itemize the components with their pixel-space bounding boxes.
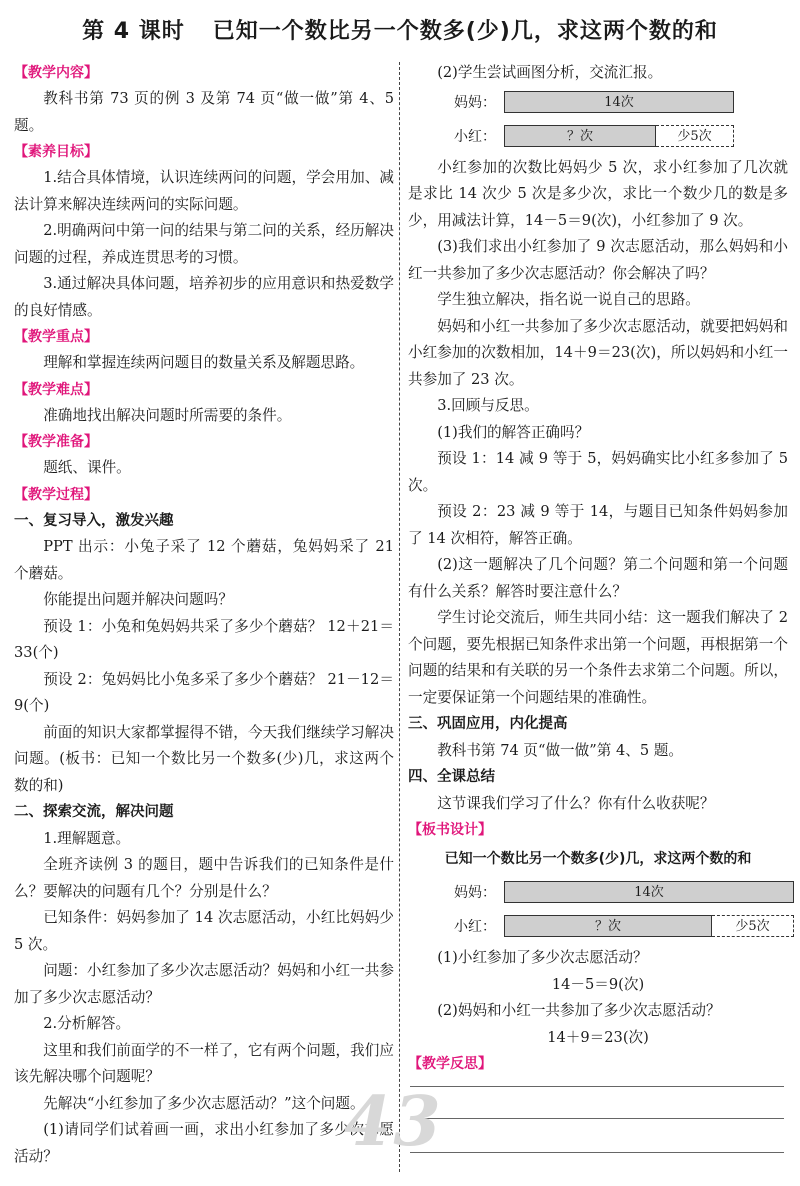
difficulty-header: 【教学难点】 [14,381,98,398]
paragraph: (3)我们求出小红参加了 9 次志愿活动，那么妈妈和小红一共参加了多少次志愿活动？你会解决了吗？ [408,238,788,282]
paragraph: 已知条件：妈妈参加了 14 次志愿活动，小红比妈妈少 5 次。 [14,909,394,953]
goal-3: 3.通过解决具体问题，培养初步的应用意识和热爱数学的良好情感。 [14,275,394,319]
goal-1: 1.结合具体情境，认识连续两问的问题，学会用加、减法计算来解决连续两问的实际问题。 [14,169,394,213]
paragraph: 学生讨论交流后，师生共同小结：这一题我们解决了 2 个问题，要先根据已知条件求出第一个问题，再根据第一个问题的结果和有关联的另一个条件去求第二个问题。所以，一定要保证第一个问题结果的准确性。 [408,609,788,706]
mom-bar: 14次 [504,91,734,113]
section-2-heading: 二、探索交流，解决问题 [14,804,174,820]
paragraph: 这节课我们学习了什么？你有什么收获呢？ [437,794,715,812]
board-equation-1: 14－5＝9(次) [551,975,645,993]
paragraph: 预设 1：14 减 9 等于 5，妈妈确实比小红多参加了 5 次。 [408,450,788,494]
hong-bar: ？次 [504,915,712,937]
writing-line [410,1152,784,1153]
writing-line [410,1086,784,1087]
diagram-label-mom: 妈妈： [454,885,496,901]
difference-bar: 少5次 [656,125,734,147]
page-title [0,14,800,45]
mom-bar: 14次 [504,881,794,903]
paragraph: (1)我们的解答正确吗？ [437,423,590,441]
line-diagram-mom [408,87,788,121]
hong-bar: ？次 [504,125,656,147]
paragraph: (2)这一题解决了几个问题？第二个问题和第一个问题有什么关系？解答时要注意什么？ [408,556,788,600]
paragraph: 预设 1：小兔和兔妈妈共采了多少个蘑菇？ 12＋21＝33(个) [14,617,394,661]
paragraph: 你能提出问题并解决问题吗？ [43,591,233,608]
lesson-number: 第 4 课时 [82,19,185,44]
paragraph: 妈妈和小红一共参加了多少次志愿活动，就要把妈妈和小红参加的次数相加，14＋9＝23(次)，所以妈妈和小红一共参加了 23 次。 [408,317,788,388]
board-question-1: (1)小红参加了多少次志愿活动？ [437,949,648,966]
paragraph: 学生独立解决，指名说一说自己的思路。 [437,291,700,308]
paragraph: (2)学生尝试画图分析，交流汇报。 [437,64,663,81]
content-header: 【教学内容】 [14,65,98,81]
paragraph: 全班齐读例 3 的题目，题中告诉我们的已知条件是什么？要解决的问题有几个？分别是什么？ [14,856,394,900]
paragraph: 1.理解题意。 [43,829,131,847]
page-number: 43 [344,1082,443,1162]
paragraph: 2.分析解答。 [43,1015,131,1032]
paragraph: 教科书第 74 页“做一做”第 4、5 题。 [437,741,683,759]
diagram-label-hong: 小红： [454,128,496,145]
diagram-label-hong: 小红： [454,919,496,935]
content-text: 教科书第 73 页的例 3 及第 74 页“做一做”第 4、5 题。 [14,90,394,134]
right-column [408,60,788,1077]
paragraph: 这里和我们前面学的不一样了，它有两个问题，我们应该先解决哪个问题呢？ [14,1041,394,1085]
difference-bar: 少5次 [712,915,794,937]
paragraph: 3.回顾与反思。 [437,397,539,414]
difficulty-text: 准确地找出解决问题时所需要的条件。 [43,406,292,424]
lesson-topic: 已知一个数比另一个数多(少)几，求这两个数的和 [212,19,718,44]
paragraph: 预设 2：兔妈妈比小兔多采了多少个蘑菇？ 21－12＝9(个) [14,670,394,714]
paragraph: (1)请同学们试着画一画，求出小红参加了多少次志愿活动？ [14,1121,394,1165]
board-title: 已知一个数比另一个数多(少)几，求这两个数的和 [444,851,752,867]
board-diagram-hong [408,911,788,945]
column-divider [399,62,400,1172]
writing-line [410,1118,784,1119]
prep-header: 【教学准备】 [14,434,98,450]
goals-header: 【素养目标】 [14,144,98,160]
board-equation-2: 14＋9＝23(次) [547,1028,649,1046]
left-column [14,60,394,1170]
section-4-heading: 四、全课总结 [408,769,495,785]
board-question-2: (2)妈妈和小红一共参加了多少次志愿活动？ [437,1002,721,1019]
section-3-heading: 三、巩固应用，内化提高 [408,716,568,732]
key-text: 理解和掌握连续两问题目的数量关系及解题思路。 [43,354,365,371]
paragraph: PPT 出示：小兔子采了 12 个蘑菇，兔妈妈采了 21 个蘑菇。 [14,538,394,582]
section-1-heading: 一、复习导入，激发兴趣 [14,512,174,529]
paragraph: 问题：小红参加了多少次志愿活动？妈妈和小红一共参加了多少次志愿活动？ [14,962,394,1006]
process-header: 【教学过程】 [14,486,98,503]
paragraph: 预设 2：23 减 9 等于 14，与题目已知条件妈妈参加了 14 次相符，解答正确。 [408,503,788,547]
line-diagram-hong [408,121,788,155]
reflection-header: 【教学反思】 [408,1056,492,1072]
diagram-label-mom: 妈妈： [454,94,496,111]
goal-2: 2.明确两问中第一问的结果与第二问的关系，经历解决问题的过程，养成连贯思考的习惯。 [14,222,394,266]
board-diagram-mom [408,877,788,911]
prep-text: 题纸、课件。 [43,459,131,476]
paragraph: 小红参加的次数比妈妈少 5 次，求小红参加了几次就是求比 14 次少 5 次是多少次，求比一个数少几的数是多少，用减法计算，14－5＝9(次)，小红参加了 9 次。 [408,158,788,229]
board-design-header: 【板书设计】 [408,822,492,838]
paragraph: 前面的知识大家都掌握得不错，今天我们继续学习解决问题。(板书：已知一个数比另一个数多(少)几，求这两个数的和) [14,723,394,794]
paragraph: 先解决“小红参加了多少次志愿活动？”这个问题。 [43,1094,365,1112]
key-header: 【教学重点】 [14,329,98,345]
